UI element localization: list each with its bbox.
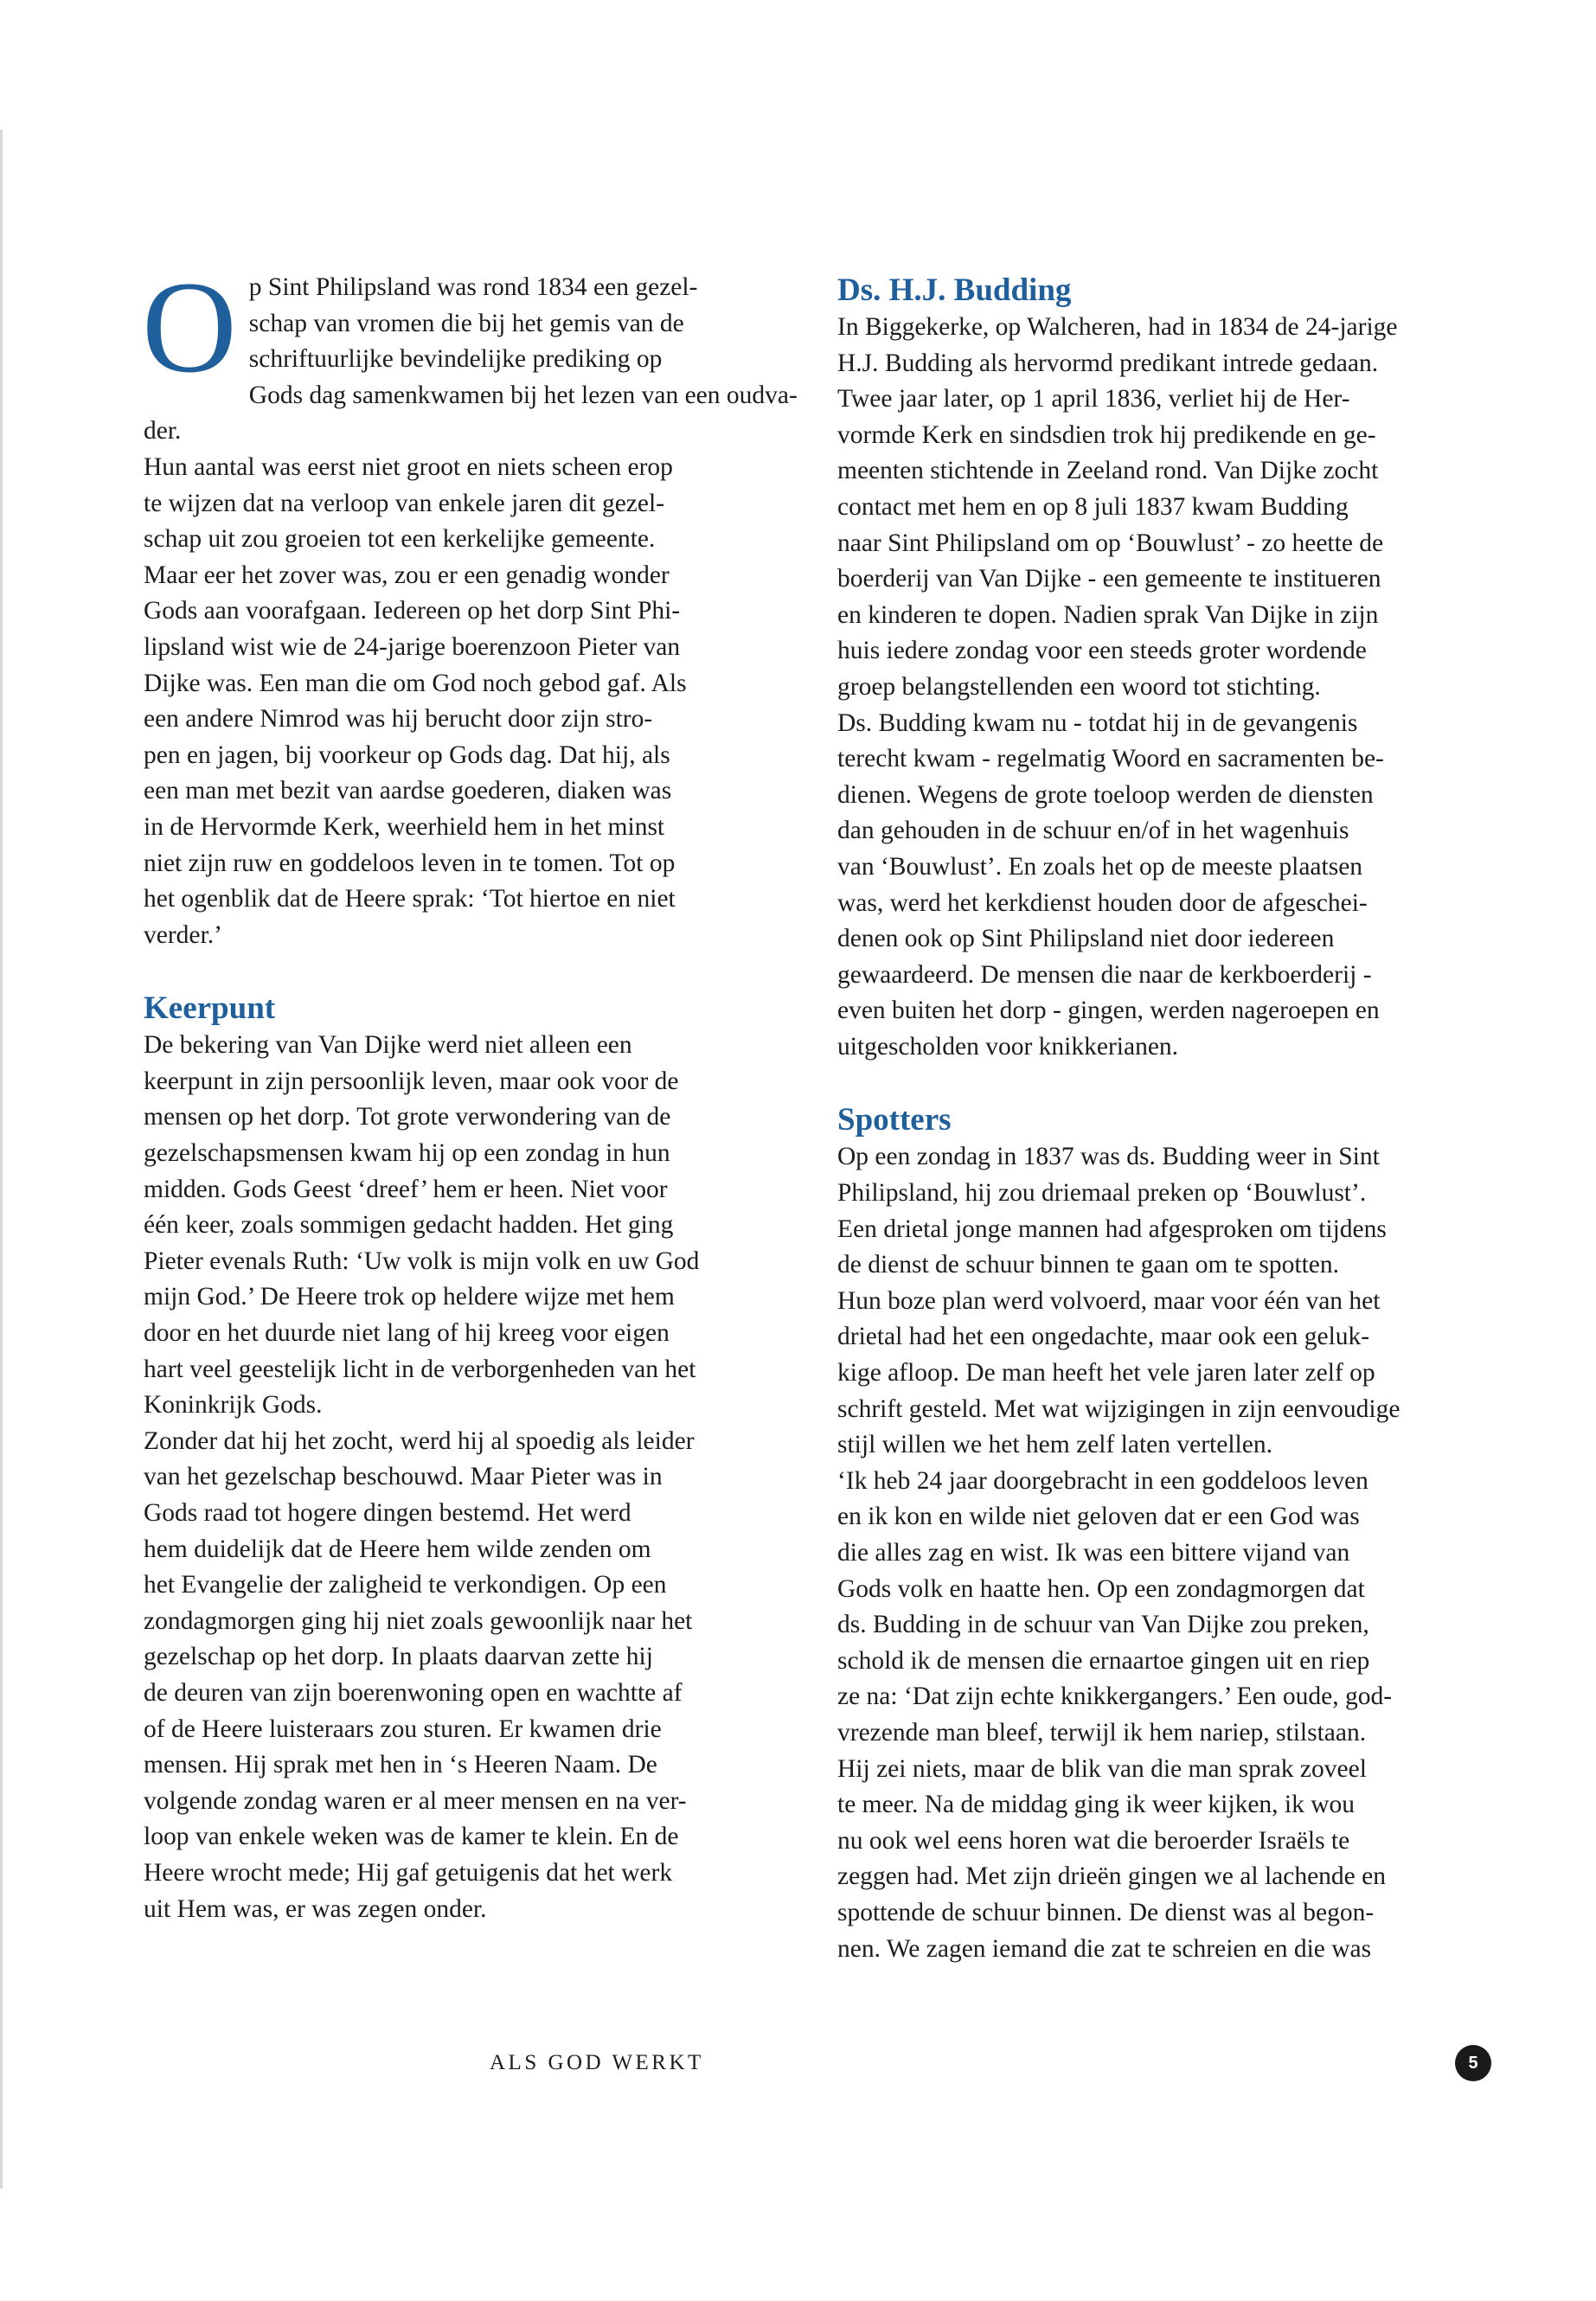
text-line: schap uit zou groeien tot een kerkelijke gemeente. [144, 525, 656, 554]
text-line: dan gehouden in de schuur en/of in het wagenhuis [837, 817, 1349, 845]
text-line: en kinderen te dopen. Nadien sprak Van Dijke in zijn [837, 600, 1379, 629]
drop-cap: O [142, 254, 237, 400]
text-line: De bekering van Van Dijke werd niet alleen een [144, 1031, 632, 1060]
text-line: Een drietal jonge mannen had afgesproken om tijdens [837, 1215, 1387, 1243]
text-line: gezelschap op het dorp. In plaats daarvan zette hij [144, 1643, 653, 1671]
text-line: even buiten het dorp - gingen, werden nageroepen en [837, 997, 1380, 1025]
paragraph [144, 1424, 806, 1927]
text-line: het ogenblik dat de Heere sprak: ‘Tot hiertoe en niet [144, 885, 676, 913]
text-line: p Sint Philipsland was rond 1834 een gezel- [248, 273, 698, 301]
text-line: ds. Budding in de schuur van Van Dijke zou preken, [837, 1611, 1369, 1639]
text-line: Twee jaar later, op 1 april 1836, verliet hij de Her- [837, 385, 1350, 413]
text-line: één keer, zoals sommigen gedacht hadden. Het ging [144, 1211, 674, 1240]
text-line: die alles zag en wist. Ik was een bittere vijand van [837, 1539, 1350, 1567]
text-line: mensen op het dorp. Tot grote verwondering van de [144, 1103, 671, 1131]
text-line: huis iedere zondag voor een steeds groter wordende [837, 637, 1367, 665]
text-line: terecht kwam - regelmatig Woord en sacramenten be- [837, 745, 1384, 773]
text-line: Maar eer het zover was, zou er een genadig wonder [144, 561, 670, 589]
text-line: midden. Gods Geest ‘dreef’ hem er heen. Niet voor [144, 1175, 668, 1203]
text-line: Hun aantal was eerst niet groot en niets scheen erop [144, 452, 673, 481]
text-line: der. [144, 417, 182, 445]
text-line: vrezende man bleef, terwijl ik hem nariep, stilstaan. [837, 1718, 1367, 1747]
text-line: Pieter evenals Ruth: ‘Uw volk is mijn volk en uw God [144, 1247, 700, 1275]
text-line: schrift gesteld. Met wat wijzigingen in zijn eenvoudige [837, 1394, 1401, 1423]
text-line: zeggen had. Met zijn drieën gingen we al lachende en [837, 1862, 1386, 1891]
paragraph [144, 1028, 806, 1424]
section-heading-keerpunt: Keerpunt [144, 990, 276, 1027]
text-line: uitgescholden voor knikkerianen. [837, 1032, 1179, 1061]
text-line: dienen. Wegens de grote toeloop werden de diensten [837, 780, 1374, 809]
text-line: de dienst de schuur binnen te gaan om te spotten. [837, 1251, 1340, 1279]
text-line: vormde Kerk en sindsdien trok hij predikende en ge- [837, 420, 1376, 449]
text-line: van het gezelschap beschouwd. Maar Pieter was in [144, 1463, 663, 1491]
text-line: H.J. Budding als hervormd predikant intrede gedaan. [837, 349, 1379, 377]
text-line: uit Hem was, er was zegen onder. [144, 1894, 487, 1923]
text-line: loop van enkele weken was de kamer te klein. En de [144, 1823, 679, 1851]
text-line: of de Heere luisteraars zou sturen. Er kwamen drie [144, 1715, 662, 1743]
text-line: Hij zei niets, maar de blik van die man sprak zoveel [837, 1754, 1367, 1783]
paragraph [837, 310, 1500, 706]
text-line: hem duidelijk dat de Heere hem wilde zenden om [144, 1535, 651, 1563]
text-line: naar Sint Philipsland om op ‘Bouwlust’ - zo heette de [837, 529, 1384, 557]
text-line: ze na: ‘Dat zijn echte knikkergangers.’ Een oude, god- [837, 1682, 1393, 1711]
text-line: Koninkrijk Gods. [144, 1391, 323, 1420]
text-line: Philipsland, hij zou driemaal preken op ‘Bouwlust’. [837, 1179, 1367, 1208]
text-line: de deuren van zijn boerenwoning open en wachtte af [144, 1678, 683, 1707]
text-line: verder.’ [144, 920, 222, 949]
page-edge-line [0, 130, 3, 2189]
text-line: hart veel geestelijk licht in de verborgenheden van het [144, 1355, 696, 1383]
paragraph [837, 1464, 1500, 1967]
text-line: denen ook op Sint Philipsland niet door iedereen [837, 925, 1335, 953]
text-line: ‘Ik heb 24 jaar doorgebracht in een goddeloos leven [837, 1466, 1368, 1495]
text-line: in de Hervormde Kerk, weerhield hem in het minst [144, 812, 665, 841]
text-line: meenten stichtende in Zeeland rond. Van Dijke zocht [837, 457, 1379, 485]
text-line: contact met hem en op 8 juli 1837 kwam Budding [837, 492, 1349, 521]
text-line: spottende de schuur binnen. De dienst was al begon- [837, 1898, 1375, 1926]
text-line: zondagmorgen ging hij niet zoals gewoonlijk naar het [144, 1606, 693, 1635]
text-line: was, werd het kerkdienst houden door de afgeschei- [837, 888, 1368, 917]
text-line: Gods volk en haatte hen. Op een zondagmorgen dat [837, 1574, 1365, 1603]
text-line: In Biggekerke, op Walcheren, had in 1834 de 24-jarige [837, 313, 1398, 341]
text-line: mensen. Hij sprak met hen in ‘s Heeren Naam. De [144, 1751, 657, 1779]
page-number-badge: 5 [1455, 2045, 1491, 2081]
section-heading-spotters: Spotters [837, 1102, 952, 1138]
left-column [142, 254, 806, 1927]
text-line: lipsland wist wie de 24-jarige boerenzoon Pieter van [144, 632, 681, 661]
text-line: kige afloop. De man heeft het vele jaren later zelf op [837, 1359, 1375, 1388]
text-line: nen. We zagen iemand die zat te schreien en die was [837, 1934, 1372, 1963]
intro-paragraph [142, 254, 806, 450]
text-line: stijl willen we het hem zelf laten vertellen. [837, 1431, 1272, 1459]
text-line: Ds. Budding kwam nu - totdat hij in de gevangenis [837, 708, 1358, 737]
text-line: door en het duurde niet lang of hij kreeg voor eigen [144, 1319, 670, 1348]
right-column [837, 272, 1500, 1967]
text-line: drietal had het een ongedachte, maar ook een geluk- [837, 1323, 1370, 1351]
text-line: Gods raad tot hogere dingen bestemd. Het werd [144, 1499, 631, 1527]
text-line: volgende zondag waren er al meer mensen en na ver- [144, 1786, 687, 1815]
text-line: schap van vromen die bij het gemis van de [248, 309, 684, 337]
text-line: Zonder dat hij het zocht, werd hij al spoedig als leider [144, 1426, 695, 1455]
text-line: schriftuurlijke bevindelijke prediking op [248, 345, 663, 374]
text-line: een andere Nimrod was hij berucht door zijn stro- [144, 705, 653, 734]
text-line: van ‘Bouwlust’. En zoals het op de meeste plaatsen [837, 852, 1363, 881]
text-line: en ik kon en wilde niet geloven dat er een God was [837, 1503, 1360, 1531]
footer-title: ALS GOD WERKT [490, 2051, 704, 2074]
text-line: Heere wrocht mede; Hij gaf getuigenis dat het werk [144, 1858, 673, 1887]
paragraph [144, 450, 806, 953]
text-line: keerpunt in zijn persoonlijk leven, maar ook voor de [144, 1067, 679, 1095]
text-line: mijn God.’ De Heere trok op heldere wijze met hem [144, 1283, 675, 1311]
text-line: groep belangstellenden een woord tot stichting. [837, 672, 1321, 701]
text-line: het Evangelie der zaligheid te verkondigen. Op een [144, 1571, 667, 1599]
text-line: pen en jagen, bij voorkeur op Gods dag. Dat hij, als [144, 740, 670, 769]
text-line: Gods dag samenkwamen bij het lezen van een oudva- [248, 381, 798, 409]
text-line: gezelschapsmensen kwam hij op een zondag in hun [144, 1139, 670, 1168]
paragraph [837, 1139, 1500, 1463]
text-line: te meer. Na de middag ging ik weer kijken, ik wou [837, 1791, 1356, 1819]
text-line: Op een zondag in 1837 was ds. Budding weer in Sint [837, 1143, 1380, 1171]
text-line: te wijzen dat na verloop van enkele jaren dit gezel- [144, 489, 665, 517]
text-line: boerderij van Van Dijke - een gemeente te instituеren [837, 565, 1381, 593]
section-heading-budding: Ds. H.J. Budding [837, 272, 1072, 308]
text-line: Hun boze plan werd volvoerd, maar voor één van het [837, 1286, 1381, 1315]
text-line: een man met bezit van aardse goederen, diaken was [144, 777, 672, 805]
text-line: gewaardeerd. De mensen die naar de kerkboerderij - [837, 960, 1372, 989]
text-line: schold ik de mensen die ernaartoe gingen uit en riep [837, 1646, 1370, 1675]
text-line: niet zijn ruw en goddeloos leven in te tomen. Tot op [144, 849, 676, 877]
text-line: Gods aan voorafgaan. Iedereen op het dorp Sint Phi- [144, 597, 681, 625]
text-line: nu ook wel eens horen wat die beroerder Israëls te [837, 1826, 1350, 1855]
paragraph [837, 706, 1500, 1066]
text-line: Dijke was. Een man die om God noch gebod gaf. Als [144, 669, 687, 697]
